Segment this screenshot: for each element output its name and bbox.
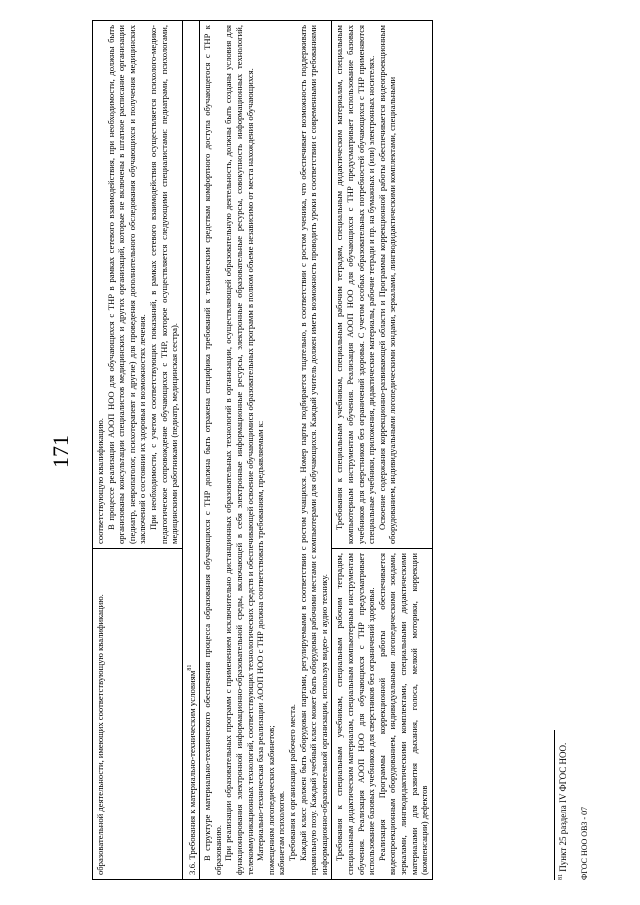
row1-left-cell [93, 549, 183, 880]
row2-p1: В структуре материально-технического обеспечения процесса образования обучающихся с ТНР должна быть отражена специфика требований к техническим средствам комфортного доступа обучающегося с ТНР к образованию. [202, 25, 223, 875]
row1-right-cell [93, 21, 183, 549]
table-row [182, 21, 200, 880]
requirements-table [92, 20, 433, 880]
row2-p2: При реализации образовательных программ с применением исключительно дистанционных образовательных технологий в организации, осуществляющей образовательную деятельность, должны быть созданы условия для функционирования электронной информационно-образовательной среды, включающей в себя электронные информационные ресурсы, электронные образовательные ресурсы, совокупность информационных технологий, телекоммуникационных технологий, соответствующих технологических средств и обеспечивающей освоение обучающимися образовательных программ в полном объеме независимо от места нахождения обучающихся. [223, 25, 255, 875]
row3-left-p1: Требования к специальным учебникам, специальным рабочим тетрадям, специальным дидактическим материалам, специальным компьютерным инструментам обучения. Реализация АООП НОО для обучающихся с ТНР предусматривает использование базовых учебников для сверстников без ограничений здоровья. [334, 553, 377, 875]
row2-p4: помещениям логопедических кабинетов; [265, 725, 276, 875]
row3-left-p2: Реализация Программы коррекционной работы обеспечивается видеопроекционным оборудованием, индивидуальными логопедическими зондами, зеркалами, лингводидактическими комплектами, специальными дидактическими материалами для развития дыхания, голоса, мелкой моторики, коррекции (компенсации) дефектов [376, 553, 430, 875]
row2-p5: кабинетам психологов. [276, 790, 287, 875]
page-number: 171 [48, 435, 73, 468]
row2-p7: Каждый класс должен быть оборудован партами, регулируемыми в соответствии с ростом учащихся. Номер парты подбирается тщательно, в соответствии с ростом ученика, что обеспечивает возможность поддерживать правильную позу. Каждый учебный класс может быть оборудован рабочими местами с компьютерами для обучающихся. Каждый учитель должен иметь возможность проводить уроки в соответствии с современными требованиями информационно-образовательной организации, используя видео- и аудио технику. [297, 25, 329, 875]
row1-right-p3: При необходимости, с учетом соответствующих показаний, в рамках сетевого взаимодействия осуществляется психолого-медико-педагогическое сопровождение обучающихся с ТНР, которое осуществляется следующими специалистами: педиатрами, психологами, медицинскими работниками (педиатр, медицинская сестра). [147, 25, 180, 544]
row3-right-p2: Освоение содержания коррекционно-развивающей области и Программы коррекционной работы обеспечивается видеопроекционным оборудованием, индивидуальными логопедическими зондами, зеркалами, лингводидактическими комплектами, специальными [376, 25, 398, 544]
table-row [332, 21, 432, 880]
section-footnote-ref: 81 [186, 664, 193, 671]
row2-p3: Материально-техническая база реализации АООП НОО с ТНР должна соответствовать требованиям, предъявляемым к: [255, 420, 266, 861]
table-row [200, 21, 332, 880]
footnote-number: 81 [558, 874, 564, 880]
footnote [558, 743, 568, 880]
section-heading-cell [182, 21, 200, 880]
section-title: 3.6. Требования к материально-техническим условиям [186, 670, 197, 875]
row2-p6: Требования к организации рабочего места. [287, 704, 298, 861]
footnote-divider [554, 730, 555, 880]
table-row [93, 21, 183, 880]
row3-left-cell [332, 549, 432, 880]
footnote-text: Пункт 25 раздела IV ФГОС НОО. [558, 742, 568, 872]
row3-right-p1: Требования к специальным учебникам, специальным рабочим тетрадям, специальным дидактическим материалам, специальным компьютерным инструментам обучения. Реализация АООП НОО для обучающихся с ТНР предусматривает использование базовых учебников для сверстников без ограничений здоровья. С учетом особых образовательных потребностей обучающихся с ТНР применяются специальные учебники, приложения, дидактические материалы, рабочие тетради и пр. на бумажных и (или) электронных носителях. [334, 25, 377, 544]
rotated-page [40, 20, 600, 880]
row1-right-p2: В процессе реализации АООП НОО для обучающихся с ТНР в рамках сетевого взаимодействия, при необходимости, должны быть организованы консультации специалистов медицинских и других организаций, которые не включены в штатное расписание организации (педиатр, невропатолог, психотерапевт и другие) для проведения дополнительного обследования обучающихся и получения медицинских заключений о состоянии их здоровья и возможностях лечения. [105, 25, 148, 544]
page-footer: ФГОС НОО ОВЗ - 07 [580, 806, 589, 880]
row3-right-cell [332, 21, 432, 549]
row2-cell [200, 21, 332, 880]
row1-left-text: образовательной деятельности, имеющих соответствующую квалификацию. [95, 594, 105, 875]
row1-right-p1: соответствующую квалификацию. [95, 418, 105, 544]
